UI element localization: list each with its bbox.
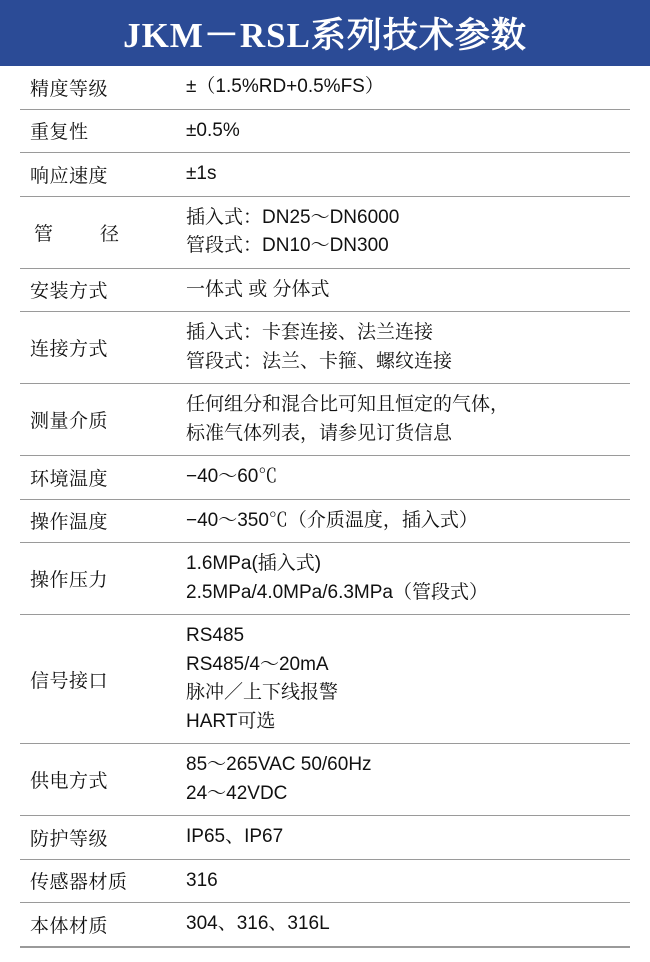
spec-value — [180, 744, 630, 816]
spec-value — [180, 499, 630, 543]
spec-value — [180, 615, 630, 744]
spec-label: 重复性 — [30, 122, 89, 144]
spec-value-line: 85～265VAC 50/60Hz — [186, 754, 372, 775]
spec-value — [180, 66, 630, 109]
bottom-spacer — [0, 948, 650, 962]
spec-value — [180, 903, 630, 947]
spec-value-line: ±0.5% — [186, 119, 240, 141]
spec-label: 本体材质 — [30, 915, 109, 937]
table-row — [20, 499, 630, 543]
spec-value — [180, 153, 630, 197]
table-row — [20, 859, 630, 903]
spec-value-line: ±（1.5%RD+0.5%FS） — [186, 76, 384, 97]
table-row — [20, 153, 630, 197]
spec-value-line: ±1s — [186, 163, 217, 184]
table-row — [20, 384, 630, 456]
spec-label: 供电方式 — [30, 771, 109, 792]
spec-value — [180, 109, 630, 153]
spec-label: 管 径 — [34, 223, 134, 245]
table-row — [20, 66, 630, 109]
spec-label: 测量介质 — [30, 411, 109, 432]
spec-label: 操作压力 — [30, 570, 109, 591]
spec-label: 操作温度 — [30, 512, 109, 534]
table-row — [20, 903, 630, 947]
spec-value-line: 脉冲／上下线报警 — [186, 682, 339, 703]
spec-value-line: 1.6MPa(插入式) — [186, 553, 322, 574]
spec-value-line: 插入式：DN25～DN6000 — [186, 206, 400, 228]
spec-value-line: RS485 — [186, 625, 245, 646]
spec-value-line: 一体式 或 分体式 — [186, 278, 330, 300]
spec-label: 信号接口 — [30, 670, 109, 692]
table-row — [20, 196, 630, 268]
spec-value-line: 2.5MPa/4.0MPa/6.3MPa（管段式） — [186, 581, 488, 603]
spec-value-line: 任何组分和混合比可知且恒定的气体， — [186, 394, 510, 415]
page-title: JKM－RSL系列技术参数 — [123, 16, 527, 55]
spec-value-line: −40～350℃（介质温度，插入式） — [186, 509, 478, 531]
spec-value — [180, 196, 630, 268]
spec-label: 安装方式 — [30, 281, 109, 303]
spec-label: 连接方式 — [30, 339, 109, 360]
spec-label: 精度等级 — [30, 78, 109, 100]
spec-value-line: IP65、IP67 — [186, 826, 284, 847]
spec-label: 响应速度 — [30, 165, 109, 187]
table-row — [20, 456, 630, 500]
table-row — [20, 615, 630, 744]
spec-value — [180, 312, 630, 384]
spec-label: 传感器材质 — [30, 872, 128, 894]
spec-value — [180, 268, 630, 312]
table-row — [20, 543, 630, 615]
spec-value-line: 24～42VDC — [186, 782, 288, 804]
spec-value — [180, 543, 630, 615]
spec-value-line: 标准气体列表，请参见订货信息 — [186, 422, 453, 444]
title-bar — [0, 0, 650, 66]
spec-value — [180, 456, 630, 500]
table-row — [20, 268, 630, 312]
spec-label: 环境温度 — [30, 468, 109, 490]
table-row — [20, 109, 630, 153]
table-row — [20, 744, 630, 816]
spec-value-line: RS485/4～20mA — [186, 653, 329, 675]
table-row — [20, 312, 630, 384]
spec-value — [180, 859, 630, 903]
spec-value-line: 管段式：法兰、卡箍、螺纹连接 — [186, 350, 453, 372]
spec-value-line: 管段式：DN10～DN300 — [186, 235, 389, 256]
spec-value-line: −40～60℃ — [186, 466, 278, 487]
spec-value — [180, 384, 630, 456]
specifications-table-body — [20, 66, 630, 946]
spec-value — [180, 816, 630, 860]
spec-value-line: 304、316、316L — [186, 913, 330, 934]
spec-value-line: 插入式：卡套连接、法兰连接 — [186, 322, 434, 343]
specifications-table — [20, 66, 630, 947]
table-row — [20, 816, 630, 860]
spec-value-line: HART可选 — [186, 710, 276, 732]
spec-value-line: 316 — [186, 869, 218, 891]
spec-label: 防护等级 — [30, 828, 109, 850]
